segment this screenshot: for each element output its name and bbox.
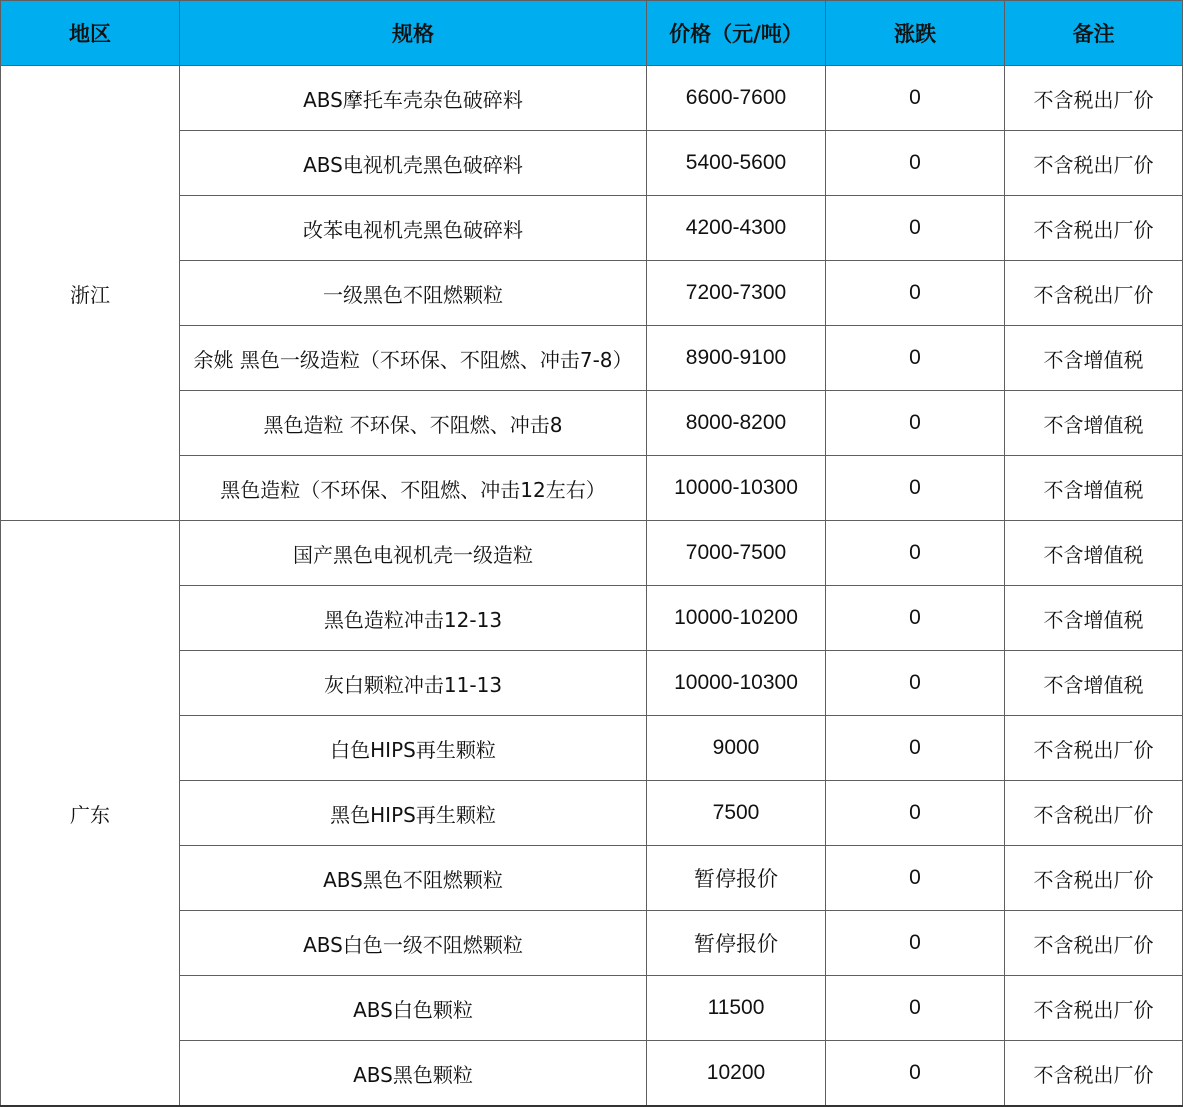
note-cell: 不含税出厂价 bbox=[1005, 1041, 1183, 1107]
note-cell: 不含增值税 bbox=[1005, 456, 1183, 521]
spec-cell: ABS黑色颗粒 bbox=[180, 1041, 647, 1107]
price-cell: 11500 bbox=[647, 976, 826, 1041]
header-price: 价格（元/吨） bbox=[647, 1, 826, 66]
spec-cell: 黑色造粒冲击12-13 bbox=[180, 586, 647, 651]
spec-cell: 黑色造粒 不环保、不阻燃、冲击8 bbox=[180, 391, 647, 456]
note-cell: 不含税出厂价 bbox=[1005, 846, 1183, 911]
header-note: 备注 bbox=[1005, 1, 1183, 66]
change-cell: 0 bbox=[826, 456, 1005, 521]
spec-cell: 改苯电视机壳黑色破碎料 bbox=[180, 196, 647, 261]
spec-cell: 余姚 黑色一级造粒（不环保、不阻燃、冲击7-8） bbox=[180, 326, 647, 391]
price-cell: 4200-4300 bbox=[647, 196, 826, 261]
note-cell: 不含增值税 bbox=[1005, 586, 1183, 651]
spec-cell: ABS白色颗粒 bbox=[180, 976, 647, 1041]
change-cell: 0 bbox=[826, 326, 1005, 391]
change-cell: 0 bbox=[826, 261, 1005, 326]
change-cell: 0 bbox=[826, 976, 1005, 1041]
note-cell: 不含增值税 bbox=[1005, 651, 1183, 716]
table-header bbox=[1, 1, 1183, 66]
spec-cell: 国产黑色电视机壳一级造粒 bbox=[180, 521, 647, 586]
price-cell: 7200-7300 bbox=[647, 261, 826, 326]
price-cell: 暂停报价 bbox=[647, 911, 826, 976]
spec-cell: ABS黑色不阻燃颗粒 bbox=[180, 846, 647, 911]
spec-cell: 一级黑色不阻燃颗粒 bbox=[180, 261, 647, 326]
note-cell: 不含税出厂价 bbox=[1005, 781, 1183, 846]
note-cell: 不含税出厂价 bbox=[1005, 261, 1183, 326]
change-cell: 0 bbox=[826, 1041, 1005, 1107]
change-cell: 0 bbox=[826, 716, 1005, 781]
header-row bbox=[1, 1, 1183, 66]
change-cell: 0 bbox=[826, 846, 1005, 911]
price-cell: 7000-7500 bbox=[647, 521, 826, 586]
header-change: 涨跌 bbox=[826, 1, 1005, 66]
price-cell: 8900-9100 bbox=[647, 326, 826, 391]
table-body bbox=[1, 66, 1183, 1107]
price-cell: 10000-10200 bbox=[647, 586, 826, 651]
note-cell: 不含增值税 bbox=[1005, 326, 1183, 391]
price-cell: 10000-10300 bbox=[647, 651, 826, 716]
change-cell: 0 bbox=[826, 391, 1005, 456]
price-cell: 5400-5600 bbox=[647, 131, 826, 196]
price-cell: 7500 bbox=[647, 781, 826, 846]
price-cell: 9000 bbox=[647, 716, 826, 781]
change-cell: 0 bbox=[826, 131, 1005, 196]
change-cell: 0 bbox=[826, 651, 1005, 716]
note-cell: 不含增值税 bbox=[1005, 391, 1183, 456]
header-spec: 规格 bbox=[180, 1, 647, 66]
note-cell: 不含税出厂价 bbox=[1005, 131, 1183, 196]
price-cell: 6600-7600 bbox=[647, 66, 826, 131]
price-cell: 10000-10300 bbox=[647, 456, 826, 521]
note-cell: 不含税出厂价 bbox=[1005, 66, 1183, 131]
spec-cell: 白色HIPS再生颗粒 bbox=[180, 716, 647, 781]
region-cell-zhejiang: 浙江 bbox=[1, 66, 180, 521]
table-row bbox=[1, 521, 1183, 586]
note-cell: 不含税出厂价 bbox=[1005, 196, 1183, 261]
change-cell: 0 bbox=[826, 911, 1005, 976]
note-cell: 不含税出厂价 bbox=[1005, 976, 1183, 1041]
note-cell: 不含增值税 bbox=[1005, 521, 1183, 586]
spec-cell: ABS摩托车壳杂色破碎料 bbox=[180, 66, 647, 131]
table-row bbox=[1, 66, 1183, 131]
change-cell: 0 bbox=[826, 196, 1005, 261]
spec-cell: 黑色HIPS再生颗粒 bbox=[180, 781, 647, 846]
price-cell: 暂停报价 bbox=[647, 846, 826, 911]
header-region: 地区 bbox=[1, 1, 180, 66]
note-cell: 不含税出厂价 bbox=[1005, 716, 1183, 781]
note-cell: 不含税出厂价 bbox=[1005, 911, 1183, 976]
spec-cell: 灰白颗粒冲击11-13 bbox=[180, 651, 647, 716]
change-cell: 0 bbox=[826, 586, 1005, 651]
spec-cell: ABS白色一级不阻燃颗粒 bbox=[180, 911, 647, 976]
region-cell-guangdong: 广东 bbox=[1, 521, 180, 1107]
change-cell: 0 bbox=[826, 521, 1005, 586]
price-cell: 8000-8200 bbox=[647, 391, 826, 456]
spec-cell: 黑色造粒（不环保、不阻燃、冲击12左右） bbox=[180, 456, 647, 521]
price-cell: 10200 bbox=[647, 1041, 826, 1107]
spec-cell: ABS电视机壳黑色破碎料 bbox=[180, 131, 647, 196]
change-cell: 0 bbox=[826, 66, 1005, 131]
change-cell: 0 bbox=[826, 781, 1005, 846]
